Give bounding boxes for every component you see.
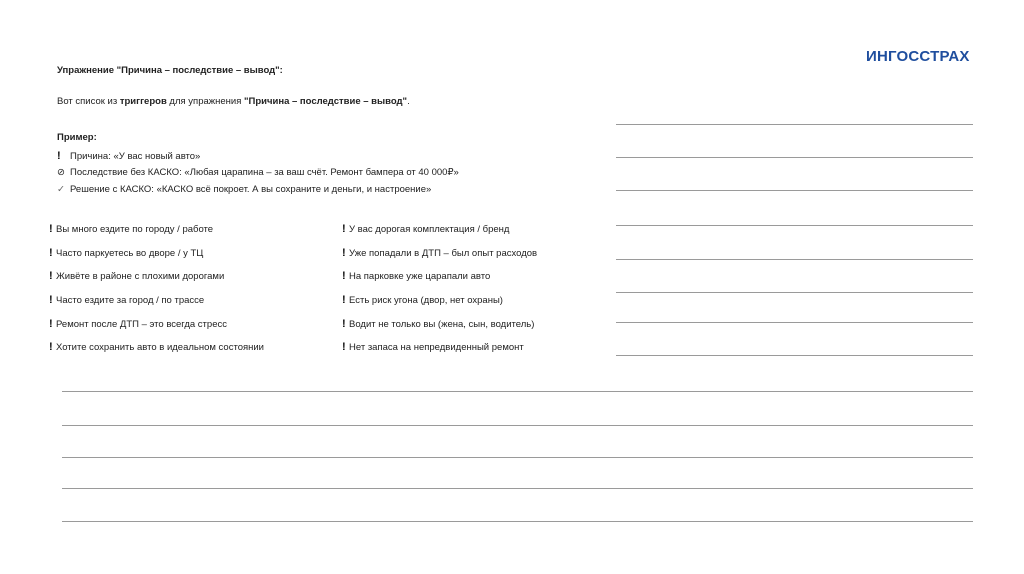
trigger-text: На парковке уже царапали авто [349, 271, 491, 282]
exclamation-icon: ! [49, 270, 53, 282]
intro-part-1: Вот список из [57, 96, 120, 107]
exclamation-icon: ! [342, 341, 346, 353]
exclamation-icon: ! [49, 318, 53, 330]
example-line-solution [57, 184, 431, 196]
trigger-text: У вас дорогая комплектация / бренд [349, 224, 510, 235]
trigger-item [49, 270, 224, 283]
answer-line [62, 457, 973, 458]
answer-line [616, 190, 973, 191]
trigger-item [342, 318, 534, 331]
checkmark-icon: ✓ [57, 184, 65, 195]
trigger-item [342, 294, 503, 307]
example-cause-text: Причина: «У вас новый авто» [70, 151, 201, 162]
answer-line [62, 488, 973, 489]
trigger-text: Водит не только вы (жена, сын, водитель) [349, 319, 535, 330]
trigger-text: Уже попадали в ДТП – был опыт расходов [349, 248, 538, 259]
trigger-item [342, 247, 537, 260]
intro-text [57, 96, 410, 108]
trigger-text: Ремонт после ДТП – это всегда стресс [56, 319, 227, 330]
answer-line [62, 521, 973, 522]
example-consequence-text: Последствие без КАСКО: «Любая царапина – за ваш счёт. Ремонт бампера от 40 000₽» [70, 167, 459, 178]
trigger-text: Нет запаса на непредвиденный ремонт [349, 342, 524, 353]
answer-line [616, 322, 973, 323]
exclamation-icon: ! [49, 223, 53, 235]
trigger-item [49, 341, 264, 354]
answer-line [616, 124, 973, 125]
example-heading: Пример: [57, 132, 97, 143]
prohibited-icon: ⊘ [57, 167, 65, 178]
exclamation-icon: ! [57, 150, 61, 162]
exercise-title: Упражнение "Причина – последствие – вывод": [57, 65, 283, 76]
trigger-item [49, 294, 204, 307]
intro-part-4: "Причина – последствие – вывод" [244, 96, 408, 107]
answer-line [62, 391, 973, 392]
example-solution-text: Решение с КАСКО: «КАСКО всё покроет. А вы сохраните и деньги, и настроение» [70, 184, 432, 195]
trigger-text: Есть риск угона (двор, нет охраны) [349, 295, 503, 306]
trigger-text: Живёте в районе с плохими дорогами [56, 271, 225, 282]
exclamation-icon: ! [342, 270, 346, 282]
trigger-text: Вы много ездите по городу / работе [56, 224, 214, 235]
answer-line [616, 157, 973, 158]
trigger-item [49, 318, 227, 331]
exclamation-icon: ! [49, 341, 53, 353]
exclamation-icon: ! [342, 247, 346, 259]
exclamation-icon: ! [49, 294, 53, 306]
intro-part-5: . [407, 96, 410, 107]
trigger-item [49, 223, 213, 236]
trigger-item [342, 223, 509, 236]
trigger-text: Часто ездите за город / по трассе [56, 295, 205, 306]
example-line-consequence [57, 167, 459, 179]
answer-line [62, 425, 973, 426]
answer-line [616, 259, 973, 260]
trigger-text: Часто паркуетесь во дворе / у ТЦ [56, 248, 204, 259]
answer-line [616, 292, 973, 293]
answer-line [616, 355, 973, 356]
intro-part-3: для упражнения [166, 96, 244, 107]
trigger-item [342, 270, 490, 283]
exclamation-icon: ! [342, 223, 346, 235]
exclamation-icon: ! [342, 294, 346, 306]
ingosstrakh-logo: ИНГОССТРАХ [866, 48, 970, 65]
exclamation-icon: ! [342, 318, 346, 330]
trigger-text: Хотите сохранить авто в идеальном состоянии [56, 342, 264, 353]
exclamation-icon: ! [49, 247, 53, 259]
trigger-item [49, 247, 203, 260]
example-line-cause [57, 150, 200, 163]
trigger-item [342, 341, 524, 354]
intro-part-2: триггеров [119, 96, 167, 107]
answer-line [616, 225, 973, 226]
